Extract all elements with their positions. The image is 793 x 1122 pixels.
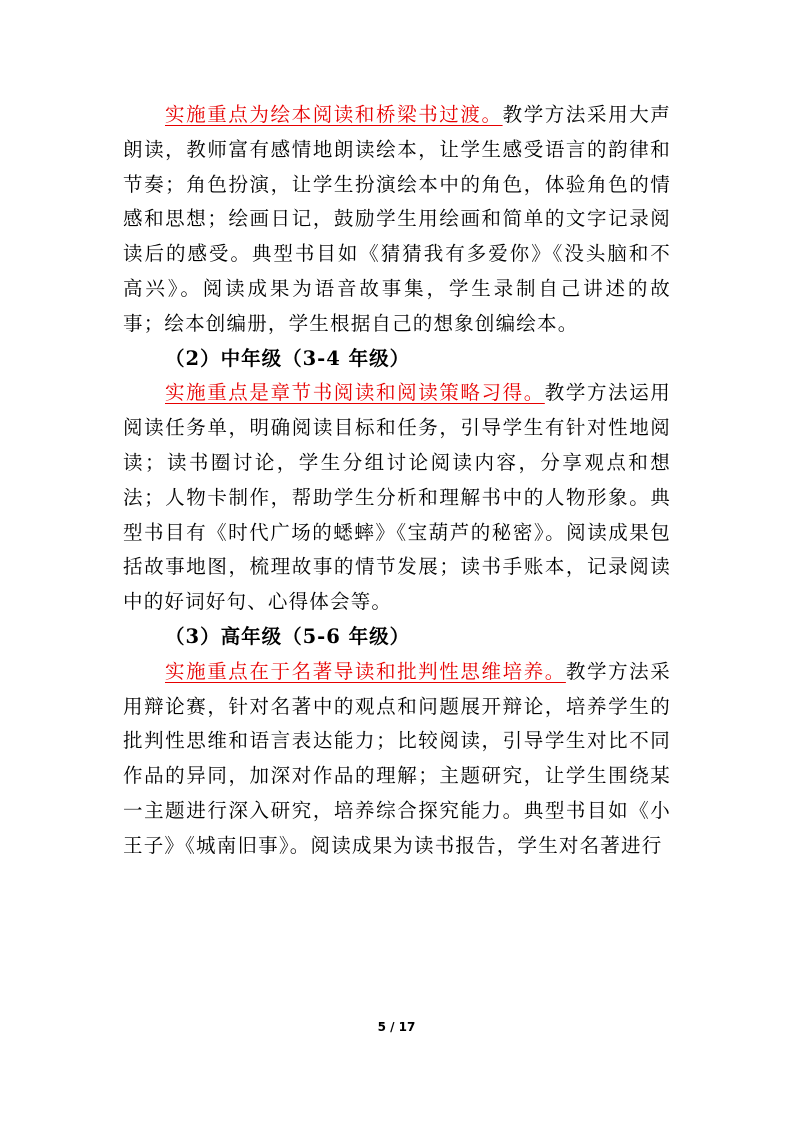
page-number: 5 / 17 [377,1020,416,1034]
paragraph-text: 教学方法采用大声朗读，教师富有感情地朗读绘本，让学生感受语言的韵律和节奏；角色扮演，让学生扮演绘本中的角色，体验角色的情感和思想；绘画日记，鼓励学生用绘画和简单的文字记录阅读后的感受。典型书目如《猜猜我有多爱你》《没头脑和不高兴》。阅读成果为语音故事集，学生录制自己讲述的故事；绘本创编册，学生根据自己的想象创编绘本。 [123,103,671,335]
highlighted-key-point: 实施重点在于名著导读和批判性思维培养。 [165,659,566,683]
highlighted-key-point: 实施重点为绘本阅读和桥梁书过渡。 [165,103,503,126]
section-heading-middle-grade: （2）中年级（3-4 年级） [165,346,411,370]
document-body [123,98,671,864]
section-heading-upper-grade: （3）高年级（5-6 年级） [165,624,411,648]
paragraph-middle-grade [123,376,671,620]
paragraph-lower-grade [123,98,671,342]
paragraph-text: 教学方法运用阅读任务单，明确阅读目标和任务，引导学生有针对性地阅读；读书圈讨论，学生分组讨论阅读内容，分享观点和想法；人物卡制作，帮助学生分析和理解书中的人物形象。典型书目有《时代广场的蟋蟀》《宝葫芦的秘密》。阅读成果包括故事地图，梳理故事的情节发展；读书手账本，记录阅读中的好词好句、心得体会等。 [123,381,671,614]
highlighted-key-point: 实施重点是章节书阅读和阅读策略习得。 [165,381,545,405]
paragraph-text: 教学方法采用辩论赛，针对名著中的观点和问题展开辩论，培养学生的批判性思维和语言表达能力；比较阅读，引导学生对比不同作品的异同，加深对作品的理解；主题研究，让学生围绕某一主题进行深入研究，培养综合探究能力。典型书目如《小王子》《城南旧事》。阅读成果为读书报告，学生对名著进行 [123,659,671,857]
paragraph-upper-grade [123,655,671,864]
